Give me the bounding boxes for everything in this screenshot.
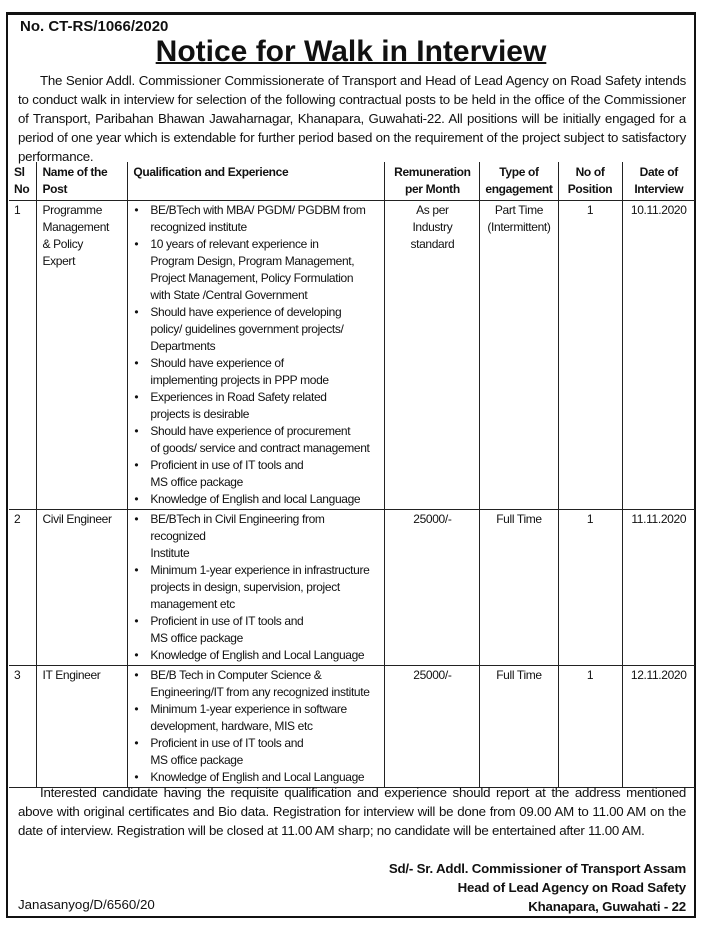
engagement-type-cell: Full Time <box>480 510 558 666</box>
qualification-item: • Knowledge of English and Local Language <box>132 769 379 786</box>
intro-paragraph <box>18 71 686 166</box>
qualification-item: • BE/B Tech in Computer Science & Engineering/IT from any recognized institute <box>132 667 379 701</box>
qualification-item: • BE/BTech with MBA/ PGDM/ PGDBM from recognized institute <box>132 202 379 236</box>
publication-code: Janasanyog/D/6560/20 <box>18 897 155 912</box>
post-name-cell: Programme Management & Policy Expert <box>37 201 128 510</box>
qualification-list <box>132 511 379 664</box>
post-name-cell: Civil Engineer <box>37 510 128 666</box>
interview-date-cell: 10.11.2020 <box>622 201 695 510</box>
qualification-item: • Proficient in use of IT tools and MS office package <box>132 735 379 769</box>
qualification-item: • Minimum 1-year experience in infrastructure projects in design, supervision, project management etc <box>132 562 379 613</box>
qualification-item: • Should have experience of implementing projects in PPP mode <box>132 355 379 389</box>
posts-table <box>9 162 695 788</box>
reference-number: No. CT-RS/1066/2020 <box>20 18 169 35</box>
column-header: No of Position <box>558 162 622 201</box>
serial-number-cell: 1 <box>9 201 37 510</box>
remuneration-cell: 25000/- <box>385 510 480 666</box>
column-header: Type of engagement <box>480 162 558 201</box>
instructions-paragraph <box>18 783 686 840</box>
qualification-item: • Knowledge of English and local Language <box>132 491 379 508</box>
remuneration-cell: 25000/- <box>385 666 480 788</box>
positions-cell: 1 <box>558 666 622 788</box>
signature-line: Sd/- Sr. Addl. Commissioner of Transport Assam <box>388 861 686 876</box>
instructions-text: Interested candidate having the requisite qualification and experience should report at the address mentioned above with original certificates and Bio data. Registration for interview will be done from 09.00 AM to 11.00 AM on the date of interview. Registration will be closed at 11.00 AM sharp; no candidate will be entertained after 11.00 AM. <box>18 785 686 838</box>
post-name-cell: IT Engineer <box>37 666 128 788</box>
qualification-cell <box>128 666 385 788</box>
page-title <box>8 35 694 69</box>
qualification-item: • Should have experience of procurement of goods/ service and contract management <box>132 423 379 457</box>
interview-date-cell: 11.11.2020 <box>622 510 695 666</box>
column-header: Sl No <box>9 162 37 201</box>
engagement-type-cell: Full Time <box>480 666 558 788</box>
engagement-type-cell: Part Time (Intermittent) <box>480 201 558 510</box>
table-row <box>9 510 695 666</box>
intro-text: The Senior Addl. Commissioner Commissionerate of Transport and Head of Lead Agency on Road Safety intends to conduct walk in interview for selection of the following contractual posts to be held in the office of the Commissioner of Transport, Paribahan Bhawan Jawaharnagar, Khanapara, Guwahati-22. All positions will be initially engaged for a period of one year which is extendable for further period based on the requirement of the project subject to satisfactory performance. <box>18 73 686 164</box>
remuneration-cell: As per Industry standard <box>385 201 480 510</box>
table-row <box>9 201 695 510</box>
interview-date-cell: 12.11.2020 <box>622 666 695 788</box>
qualification-item: • Should have experience of developing policy/ guidelines government projects/ Departments <box>132 304 379 355</box>
serial-number-cell: 3 <box>9 666 37 788</box>
qualification-list <box>132 202 379 508</box>
signature-line: Head of Lead Agency on Road Safety <box>457 880 686 895</box>
table-row <box>9 666 695 788</box>
qualification-list <box>132 667 379 786</box>
column-header: Qualification and Experience <box>128 162 385 201</box>
column-header: Date of Interview <box>622 162 695 201</box>
serial-number-cell: 2 <box>9 510 37 666</box>
qualification-cell <box>128 510 385 666</box>
qualification-item: • BE/BTech in Civil Engineering from recognized Institute <box>132 511 379 562</box>
column-header: Name of the Post <box>37 162 128 201</box>
qualification-cell <box>128 201 385 510</box>
positions-cell: 1 <box>558 201 622 510</box>
signature-line: Khanapara, Guwahati - 22 <box>528 899 686 914</box>
title-text: Notice for Walk in Interview <box>155 35 547 68</box>
qualification-item: • Proficient in use of IT tools and MS office package <box>132 457 379 491</box>
positions-cell: 1 <box>558 510 622 666</box>
column-header: Remuneration per Month <box>385 162 480 201</box>
notice-frame <box>6 12 696 918</box>
qualification-item: • Knowledge of English and Local Language <box>132 647 379 664</box>
qualification-item: • 10 years of relevant experience in Program Design, Program Management, Project Management, Policy Formulation with State /Central Government <box>132 236 379 304</box>
qualification-item: • Experiences in Road Safety related projects is desirable <box>132 389 379 423</box>
signature-block <box>389 859 686 916</box>
qualification-item: • Proficient in use of IT tools and MS office package <box>132 613 379 647</box>
qualification-item: • Minimum 1-year experience in software development, hardware, MIS etc <box>132 701 379 735</box>
